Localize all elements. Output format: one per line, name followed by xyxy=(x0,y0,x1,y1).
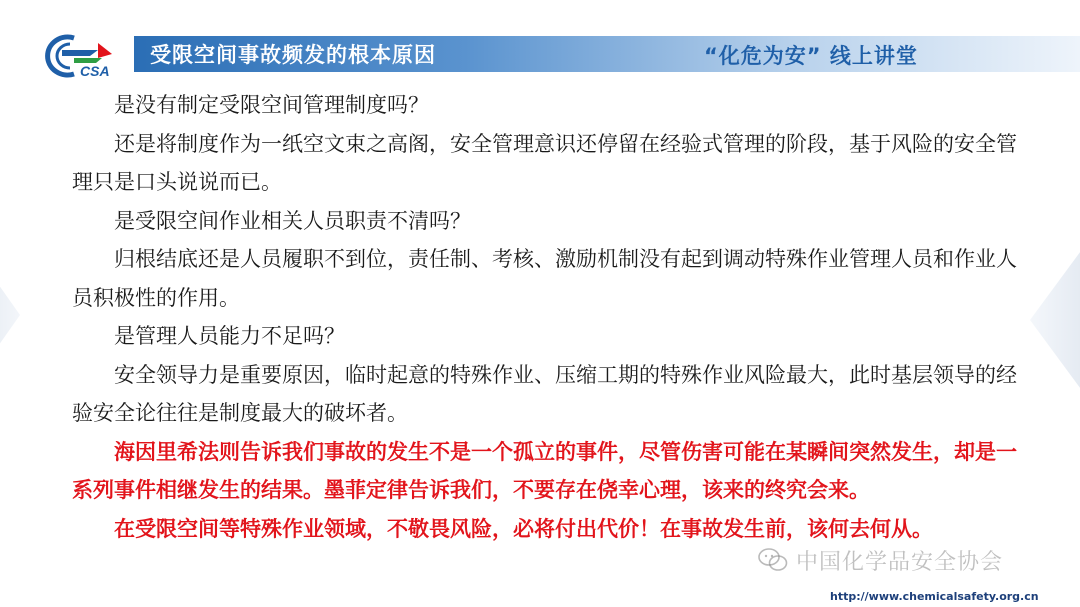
wechat-watermark xyxy=(758,545,1058,577)
answer-2: 归根结底还是人员履职不到位，责任制、考核、激励机制没有起到调动特殊作业管理人员和作业人员积极性的作用。 xyxy=(72,247,1017,310)
slogan: “化危为安” 线上讲堂 xyxy=(704,44,918,68)
question-3: 是管理人员能力不足吗？ xyxy=(114,324,345,348)
footer-url: http://www.chemicalsafety.org.cn xyxy=(830,590,1039,603)
wechat-icon xyxy=(758,547,788,573)
slide-body xyxy=(72,86,1022,548)
background-left-chevron xyxy=(0,230,20,400)
title-bar xyxy=(134,36,1080,72)
slide-title: 受限空间事故频发的根本原因 xyxy=(150,43,436,67)
csa-logo xyxy=(40,34,132,78)
svg-text:CSA: CSA xyxy=(80,63,110,78)
question-2: 是受限空间作业相关人员职责不清吗？ xyxy=(114,208,471,233)
answer-3: 安全领导力是重要原因，临时起意的特殊作业、压缩工期的特殊作业风险最大，此时基层领导的经验安全论往往是制度最大的破坏者。 xyxy=(72,362,1017,425)
question-1: 是没有制定受限空间管理制度吗？ xyxy=(114,93,429,117)
background-right-chevron xyxy=(1030,225,1080,415)
answer-1: 还是将制度作为一纸空文束之高阁，安全管理意识还停留在经验式管理的阶段，基于风险的安全管理只是口头说说而已。 xyxy=(72,131,1017,194)
highlight-paragraph-2: 在受限空间等特殊作业领域，不敬畏风险，必将付出代价！在事故发生前，该何去何从。 xyxy=(114,516,933,541)
highlight-paragraph-1: 海因里希法则告诉我们事故的发生不是一个孤立的事件，尽管伤害可能在某瞬间突然发生，却是一系列事件相继发生的结果。墨菲定律告诉我们，不要存在侥幸心理，该来的终究会来。 xyxy=(72,439,1017,502)
slide-header xyxy=(0,28,1080,78)
watermark-text: 中国化学品安全协会 xyxy=(796,550,1004,575)
